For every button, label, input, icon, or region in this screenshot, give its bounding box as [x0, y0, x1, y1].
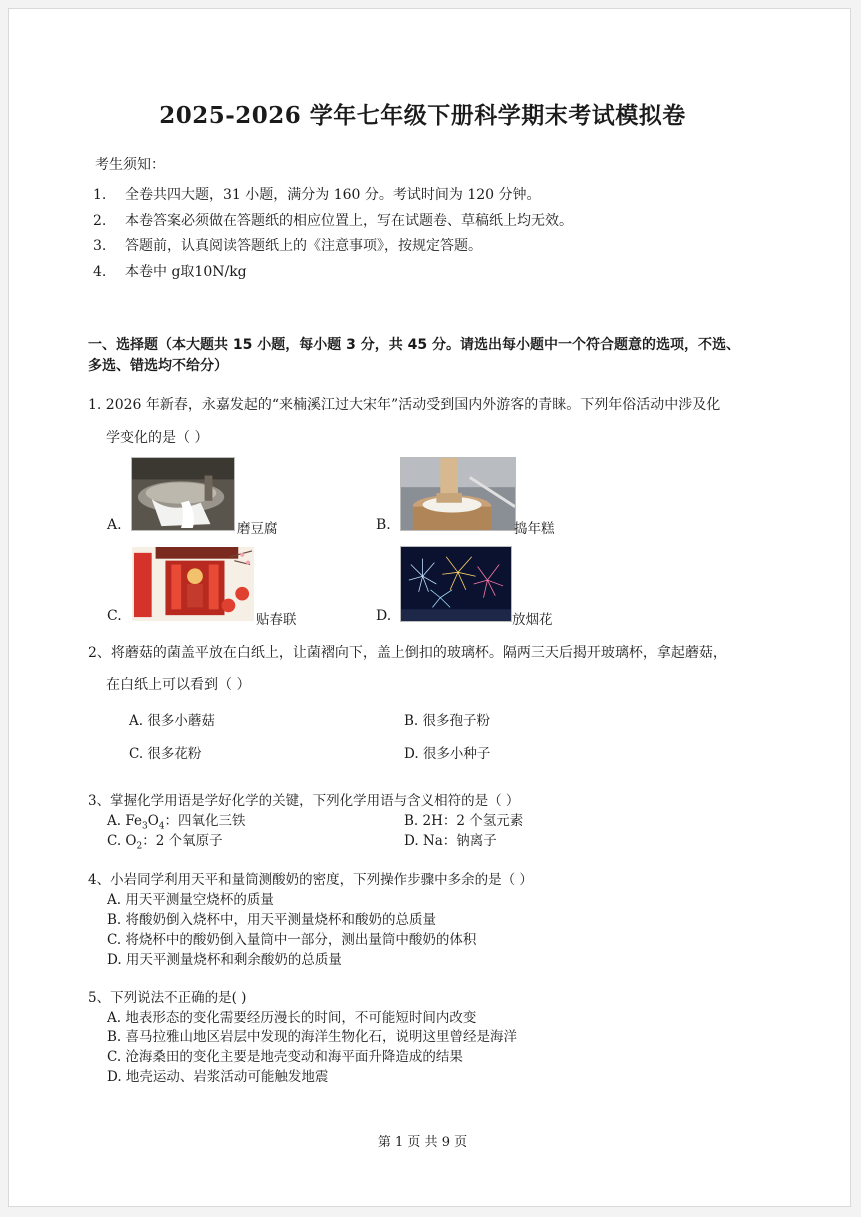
question-4-option-c: C. 将烧杯中的酸奶倒入量筒中一部分，测出量筒中酸奶的体积: [107, 932, 477, 948]
q1-option-d-letter: D.: [376, 608, 392, 624]
notice-item-2: [93, 210, 573, 230]
notice-item-3: [93, 235, 482, 255]
notice-item-text: 本卷中 g取10N/kg: [125, 264, 247, 280]
question-2-option-a: A. 很多小蘑菇: [129, 713, 215, 729]
notice-item-text: 本卷答案必须做在答题纸的相应位置上，写在试题卷、草稿纸上均无效。: [125, 213, 573, 229]
fireworks-photo: [400, 546, 512, 622]
page-number-footer: 第 1 页 共 9 页: [377, 1135, 468, 1150]
notice-item-number: 2.: [93, 213, 107, 229]
question-4-option-a: A. 用天平测量空烧杯的质量: [107, 892, 274, 908]
q1-option-c-letter: C.: [107, 608, 122, 624]
posting-couplets-illustration: [131, 546, 255, 622]
q1-option-a-caption: 磨豆腐: [237, 521, 278, 537]
notice-heading: 考生须知：: [95, 157, 165, 173]
question-3-stem: 3、掌握化学用语是学好化学的关键，下列化学用语与含义相符的是（ ）: [88, 793, 520, 809]
notice-item-number: 1.: [93, 187, 107, 203]
notice-item-number: 4.: [93, 264, 107, 280]
question-4-option-b: B. 将酸奶倒入烧杯中，用天平测量烧杯和酸奶的总质量: [107, 912, 437, 928]
section-heading-line-1: 一、选择题（本大题共 15 小题，每小题 3 分，共 45 分。请选出每小题中一个符合题意的选项，不选、: [88, 337, 740, 353]
question-2-option-c: C. 很多花粉: [129, 746, 202, 762]
question-5-option-c: C. 沧海桑田的变化主要是地壳变动和海平面升降造成的结果: [107, 1049, 463, 1065]
question-3-option-d: D. Na：钠离子: [404, 833, 497, 849]
question-5-option-b: B. 喜马拉雅山地区岩层中发现的海洋生物化石，说明这里曾经是海洋: [107, 1029, 518, 1045]
notice-item-number: 3.: [93, 238, 107, 254]
notice-item-text: 全卷共四大题，31 小题，满分为 160 分。考试时间为 120 分钟。: [125, 187, 541, 203]
q1-option-b-caption: 捣年糕: [514, 521, 555, 537]
question-1-stem-line-2: 学变化的是（ ）: [106, 430, 209, 446]
question-4-option-d: D. 用天平测量烧杯和剩余酸奶的总质量: [107, 952, 342, 968]
exam-title: 2025-2026 学年七年级下册科学期末考试模拟卷: [159, 102, 686, 129]
question-2-stem-line-1: 2、将蘑菇的菌盖平放在白纸上，让菌褶向下，盖上倒扣的玻璃杯。隔两三天后揭开玻璃杯，拿起蘑菇，: [88, 645, 727, 661]
question-1-stem-line-1: 1. 2026 年新春，永嘉发起的“来楠溪江过大宋年”活动受到国内外游客的青睐。下列年俗活动中涉及化: [88, 397, 721, 413]
question-5-stem: 5、下列说法不正确的是( ): [88, 990, 247, 1006]
question-2-stem-line-2: 在白纸上可以看到（ ）: [106, 677, 251, 693]
question-4-stem: 4、小岩同学利用天平和量筒测酸奶的密度，下列操作步骤中多余的是（ ）: [88, 872, 533, 888]
stone-mill-tofu-photo: [131, 457, 235, 531]
q1-option-c-caption: 贴春联: [256, 612, 297, 628]
q1-option-a-letter: A.: [107, 517, 122, 533]
q1-option-d-caption: 放烟花: [512, 612, 553, 628]
pounding-rice-cake-photo: [400, 457, 516, 531]
question-3-option-c: C. $O_2$：2 个氧原子: [107, 833, 223, 852]
question-5-option-d: D. 地壳运动、岩浆活动可能触发地震: [107, 1069, 329, 1085]
question-2-option-d: D. 很多小种子: [404, 746, 491, 762]
q1-option-b-letter: B.: [376, 517, 391, 533]
question-3-option-b: B. 2H：2 个氢元素: [404, 813, 524, 829]
notice-item-text: 答题前，认真阅读答题纸上的《注意事项》，按规定答题。: [125, 238, 482, 254]
section-heading-line-2: 多选、错选均不给分）: [88, 358, 228, 374]
notice-item-1: [93, 184, 541, 204]
question-3-option-a: A. $Fe_3O_4$：四氧化三铁: [107, 813, 246, 832]
notice-item-4: [93, 261, 247, 281]
question-5-option-a: A. 地表形态的变化需要经历漫长的时间，不可能短时间内改变: [107, 1010, 477, 1026]
question-2-option-b: B. 很多孢子粉: [404, 713, 491, 729]
